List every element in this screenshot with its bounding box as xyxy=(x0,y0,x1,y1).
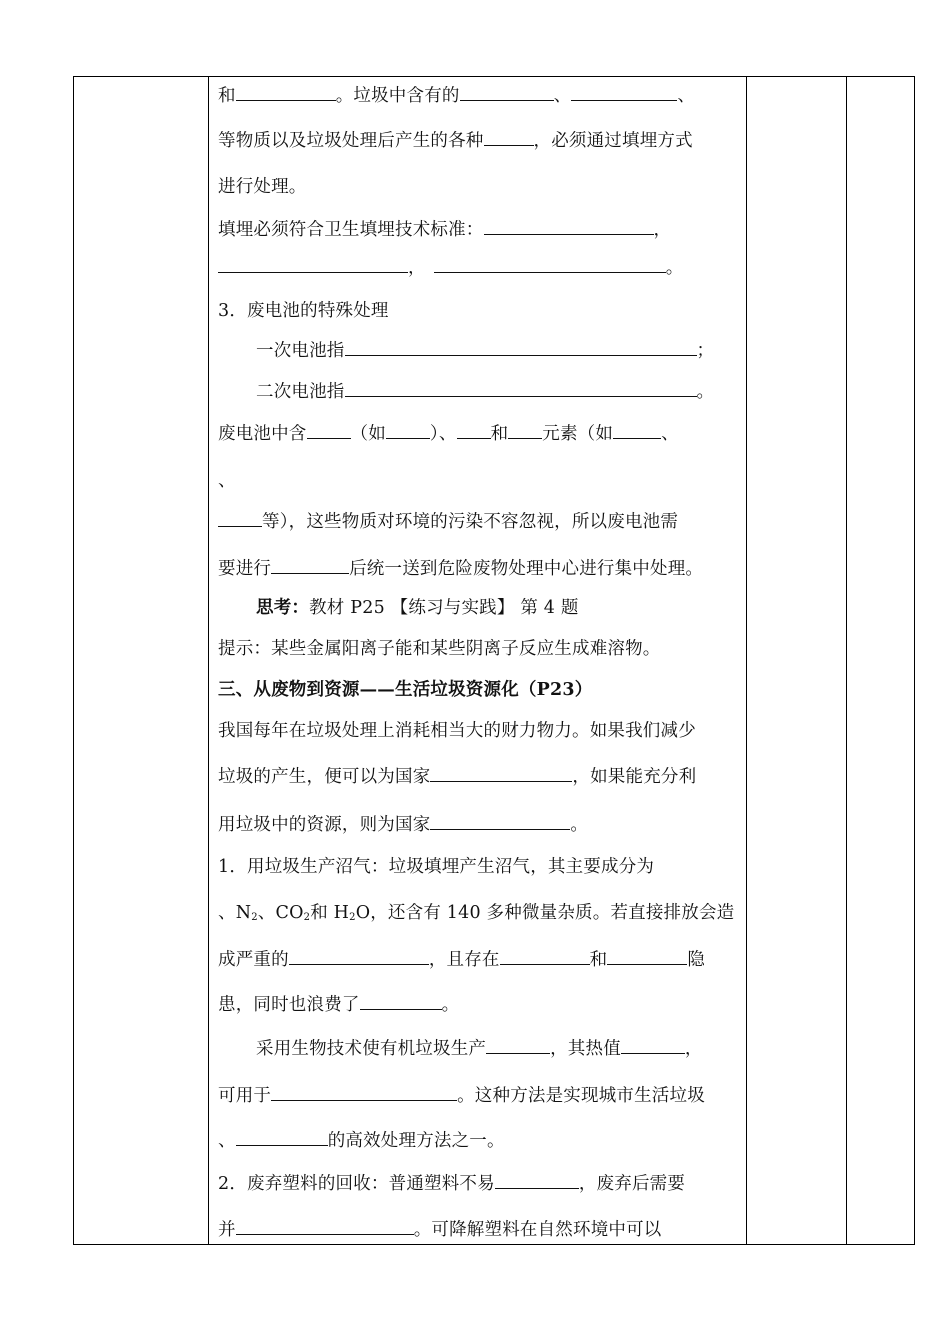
text-line: 一次电池指 ； xyxy=(256,341,715,361)
blank xyxy=(484,219,654,235)
blank xyxy=(218,257,408,273)
text-line: 等），这些物质对环境的污染不容忽视，所以废电池需 xyxy=(218,510,678,534)
column-divider-1 xyxy=(208,76,209,1245)
blank xyxy=(307,423,351,439)
blank xyxy=(621,1038,685,1054)
blank xyxy=(345,381,697,397)
text-line: 等物质以及垃圾处理后产生的各种 ，必须通过填埋方式 xyxy=(218,131,693,151)
blank xyxy=(613,423,661,439)
text-line: 2．废弃塑料的回收：普通塑料不易 ，废弃后需要 xyxy=(218,1174,686,1194)
text-line: 填埋必须符合卫生填埋技术标准： ， xyxy=(218,220,672,240)
section-heading: 三、从废物到资源——生活垃圾资源化（P23） xyxy=(218,680,593,700)
blank xyxy=(571,85,677,101)
text-line: 思考：教材 P25 【练习与实践】 第 4 题 xyxy=(256,598,579,618)
column-divider-3 xyxy=(846,76,847,1245)
text-line: 我国每年在垃圾处理上消耗相当大的财力物力。如果我们减少 xyxy=(218,721,696,741)
blank xyxy=(484,130,534,146)
blank xyxy=(460,85,554,101)
blank xyxy=(236,1130,328,1146)
text-line: 、 的高效处理方法之一。 xyxy=(218,1131,505,1151)
text-line: 成严重的 ，且存在 和 隐 xyxy=(218,950,706,970)
text-line: 废电池中含 （如 ）、 和 元素（如 、 xyxy=(218,424,679,444)
text-line: 用垃圾中的资源，则为国家 。 xyxy=(218,815,589,835)
text-line: 进行处理。 xyxy=(218,177,307,197)
text-line: 3．废电池的特殊处理 xyxy=(218,301,389,321)
blank xyxy=(508,423,542,439)
text-line: 1．用垃圾生产沼气：垃圾填埋产生沼气，其主要成分为 xyxy=(218,857,655,877)
column-divider-2 xyxy=(746,76,747,1245)
text-line: 、 xyxy=(218,471,236,491)
text-line: 和 。垃圾中含有的 、 、 xyxy=(218,86,696,106)
text-line: 要进行 后统一送到危险废物处理中心进行集中处理。 xyxy=(218,559,704,579)
blank xyxy=(486,1038,550,1054)
blank xyxy=(345,340,697,356)
blank xyxy=(289,949,429,965)
blank xyxy=(271,558,349,574)
blank xyxy=(236,1219,414,1235)
text-line: 、$N_2$、$CO_2$和 $H_2O$，还含有 140 多种微量杂质。若直接排放会造 xyxy=(218,903,735,923)
text-line: 患，同时也浪费了 。 xyxy=(218,995,460,1015)
blank xyxy=(271,1085,457,1101)
text-line: 并 。可降解塑料在自然环境中可以 xyxy=(218,1220,662,1240)
blank xyxy=(386,423,430,439)
blank xyxy=(360,994,442,1010)
blank xyxy=(434,257,666,273)
text-line: 垃圾的产生，便可以为国家 ，如果能充分利 xyxy=(218,767,697,787)
blank xyxy=(457,423,491,439)
blank xyxy=(430,814,570,830)
text-line: 提示：某些金属阳离子能和某些阴离子反应生成难溶物。 xyxy=(218,639,661,659)
blank xyxy=(218,511,262,527)
text-line: 二次电池指 。 xyxy=(256,382,715,402)
blank xyxy=(236,85,336,101)
blank xyxy=(500,949,590,965)
blank xyxy=(607,949,687,965)
blank xyxy=(495,1173,579,1189)
text-line: ， 。 xyxy=(218,256,683,280)
text-line: 可用于 。这种方法是实现城市生活垃圾 xyxy=(218,1086,705,1106)
text-line: 采用生物技术使有机垃圾生产 ，其热值 ， xyxy=(256,1039,703,1059)
blank xyxy=(430,766,572,782)
